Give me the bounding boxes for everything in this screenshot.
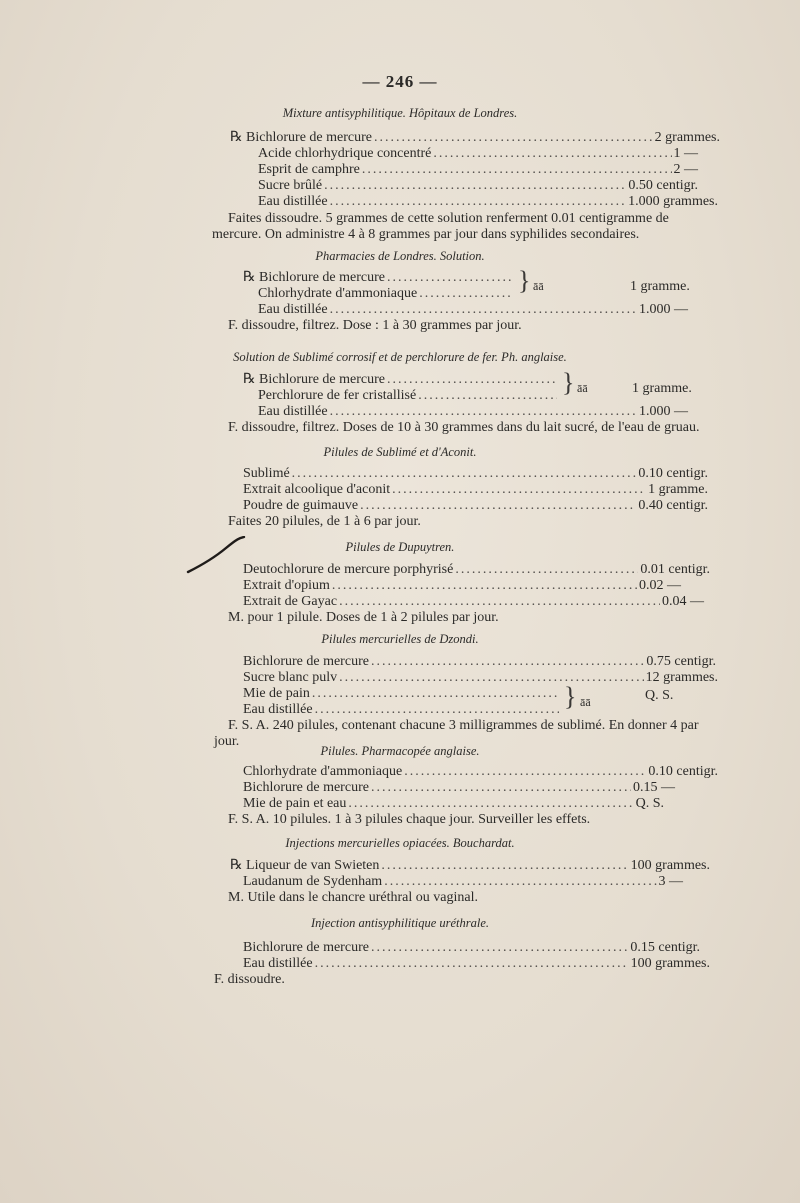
ingredient-row: Esprit de camphre ..... 2 — — [258, 162, 698, 178]
section-title-pilules-aconit: Pilules de Sublimé et d'Aconit. — [323, 445, 477, 459]
section-title-sublime-perchlorure: Solution de Sublimé corrosif et de perchlorure de fer. Ph. anglaise. — [233, 350, 567, 364]
brace-icon: } — [518, 266, 531, 295]
ingredient-row: Deutochlorure de mercure porphyrisé ..... 0.01 centigr. — [243, 562, 710, 578]
ingredient-row: Laudanum de Sydenham ..... 3 — — [243, 874, 683, 890]
ingredient-row: Sublimé ..... 0.10 centigr. — [243, 466, 708, 482]
aa-label: āā — [580, 695, 591, 709]
section-title-pharmacopee: Pilules. Pharmacopée anglaise. — [320, 744, 480, 758]
ingredient-row: Chlorhydrate d'ammoniaque ..... — [258, 286, 515, 302]
ingredient-row: Sucre brûlé ..... 0.50 centigr. — [258, 178, 698, 194]
ingredient-row: Perchlorure de fer cristallisé ..... — [258, 388, 559, 404]
ingredient-row: Extrait de Gayac ..... 0.04 — — [243, 594, 704, 610]
section-title-mixture: Mixture antisyphilitique. Hôpitaux de Londres. — [282, 106, 518, 120]
ingredient-row: Eau distillée ..... 100 grammes. — [243, 956, 710, 972]
instruction-text: M. pour 1 pilule. Doses de 1 à 2 pilules par jour. — [228, 610, 499, 625]
instruction-text: F. S. A. 10 pilules. 1 à 3 pilules chaque jour. Surveiller les effets. — [228, 812, 591, 827]
ingredient-row: Eau distillée ..... 1.000 — — [258, 404, 688, 420]
aa-label: āā — [533, 279, 544, 293]
ingredient-row: Extrait d'opium ..... 0.02 — — [243, 578, 681, 594]
ingredient-row: Chlorhydrate d'ammoniaque ..... 0.10 centigr. — [243, 764, 718, 780]
instruction-text: M. Utile dans le chancre uréthral ou vaginal. — [228, 890, 478, 905]
aa-label: āā — [577, 381, 588, 395]
ingredient-row: Sucre blanc pulv ..... 12 grammes. — [243, 670, 718, 686]
ingredient-row: Eau distillée ..... 1.000 — — [258, 302, 688, 318]
ingredient-row: Bichlorure de mercure ..... 0.15 — — [243, 780, 675, 796]
instruction-text: F. dissoudre, filtrez. Doses de 10 à 30 grammes dans du lait sucré, de l'eau de gruau. — [228, 420, 700, 435]
ingredient-row: Bichlorure de mercure ..... 0.15 centigr. — [243, 940, 700, 956]
section-title-pharmacies: Pharmacies de Londres. Solution. — [315, 249, 485, 263]
ingredient-row: Mie de pain et eau ..... Q. S. — [243, 796, 664, 812]
instruction-text: F. dissoudre. — [214, 972, 285, 987]
ingredient-row: Eau distillée ..... 1.000 grammes. — [258, 194, 718, 210]
instruction-text: Faites dissoudre. 5 grammes de cette solution renferment 0.01 centigramme de mercure. On administre 4 à 8 grammes par jour dans syphilides secondaires. — [212, 211, 669, 242]
instruction-text: F. S. A. 240 pilules, contenant chacune 3 milligrammes de sublimé. En donner 4 par jour. — [214, 718, 699, 749]
ingredient-row: Eau distillée ..... — [243, 702, 561, 718]
ingredient-row: Acide chlorhydrique concentré ..... 1 — — [258, 146, 698, 162]
ingredient-row: Mie de pain ..... — [243, 686, 561, 702]
brace-icon: } — [562, 368, 575, 397]
instruction-text: F. dissoudre, filtrez. Dose : 1 à 30 grammes par jour. — [228, 318, 522, 333]
ingredient-row: Extrait alcoolique d'aconit ..... 1 gramme. — [243, 482, 708, 498]
ingredient-row: ℞ Liqueur de van Swieten ..... 100 grammes. — [230, 858, 710, 874]
aa-quantity: 1 gramme. — [632, 381, 692, 396]
brace-icon: } — [564, 682, 577, 711]
ingredient-row: ℞ Bichlorure de mercure ..... 2 grammes. — [230, 130, 720, 146]
aa-quantity: Q. S. — [645, 688, 674, 703]
page-number: — 246 — — [362, 72, 438, 91]
section-title-dupuytren: Pilules de Dupuytren. — [345, 540, 455, 554]
section-title-injection-urethrale: Injection antisyphilitique uréthrale. — [310, 916, 490, 930]
section-title-dzondi: Pilules mercurielles de Dzondi. — [321, 632, 479, 646]
section-title-injections-bouchardat: Injections mercurielles opiacées. Bouchardat. — [285, 836, 515, 850]
aa-quantity: 1 gramme. — [630, 279, 690, 294]
ingredient-row: Poudre de guimauve ..... 0.40 centigr. — [243, 498, 708, 514]
ingredient-row: ℞ Bichlorure de mercure ..... — [243, 270, 515, 286]
ingredient-row: ℞ Bichlorure de mercure ..... — [243, 372, 559, 388]
instruction-text: Faites 20 pilules, de 1 à 6 par jour. — [228, 514, 421, 529]
ingredient-row: Bichlorure de mercure ..... 0.75 centigr. — [243, 654, 716, 670]
